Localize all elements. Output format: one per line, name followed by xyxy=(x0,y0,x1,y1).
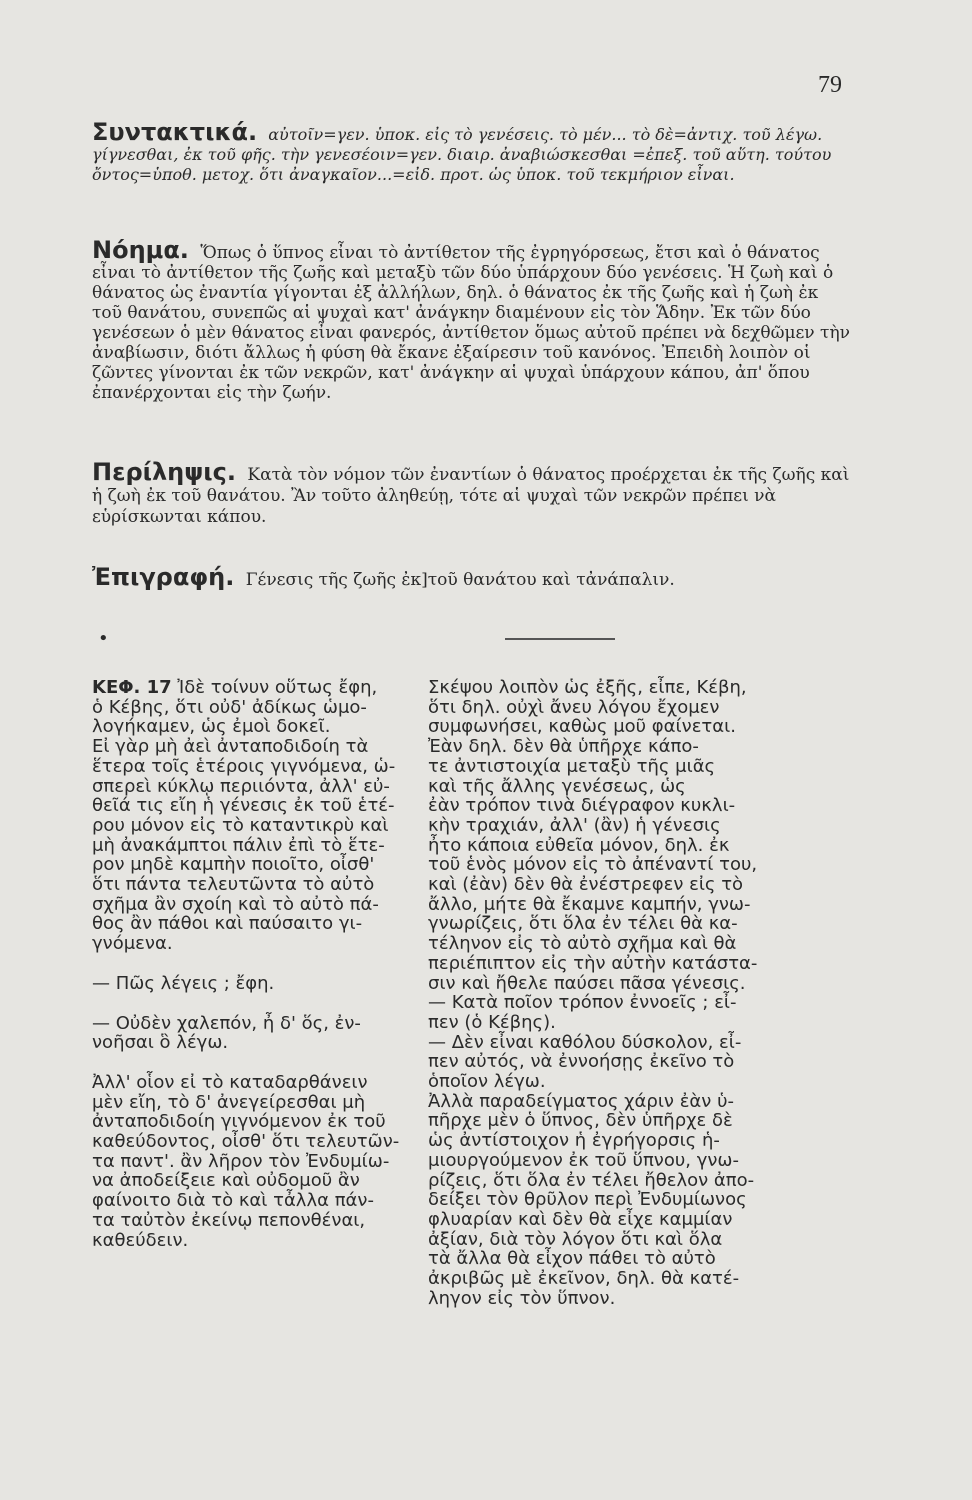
left-paragraph: — Οὐδὲν χαλεπόν, ἦ δ' ὅς, ἐν- νοῆσαι ὃ λέγω. xyxy=(92,1012,361,1054)
left-paragraph: — Πῶς λέγεις ; ἔφη. xyxy=(92,972,275,994)
summary-section xyxy=(92,458,852,528)
right-paragraph: Ἀλλὰ παραδείγματος χάριν ἐὰν ὑ- πῆρχε μὲν ὁ ὕπνος, δὲν ὑπῆρχε δὲ ὡς ἀντίστοιχον ἡ ἐγρήγορσις ἡ- μιουργούμενον ἐκ τοῦ ὕπνου, γνω- ρίζεις, ὅτι ὅλα ἐν τέλει ἤθελον ἀπο- δείξει τὸν θρῦλον περὶ Ἐνδυμίωνος φλυαρίαν καὶ δὲν θὰ εἶχε καμμίαν ἀξίαν, διὰ τὸν λόγον ὅτι καὶ ὅλα τὰ ἄλλα θὰ εἶχον πάθει τὸ αὐτὸ ἀκριβῶς μὲ ἐκεῖνον, δηλ. θὰ κατέ- ληγον εἰς τὸν ὕπνον. xyxy=(428,1090,755,1309)
syntax-heading: Συντακτικά. xyxy=(92,118,258,146)
title-section xyxy=(92,563,852,591)
chapter-label: ΚΕΦ. 17 xyxy=(92,677,172,698)
summary-text: Κατὰ τὸν νόμον τῶν ἐναντίων ὁ θάνατος προέρχεται ἐκ τῆς ζωῆς καὶ ἡ ζωὴ ἐκ τοῦ θανάτου. Ἂν τοῦτο ἀληθεύῃ, τότε αἱ ψυχαὶ τῶν νεκρῶν πρέπει νὰ εὑρίσκωνται κάπου. xyxy=(92,465,850,527)
meaning-heading: Νόημα. xyxy=(92,236,189,264)
meaning-section xyxy=(92,236,852,403)
meaning-text: Ὅπως ὁ ὕπνος εἶναι τὸ ἀντίθετον τῆς ἐγρηγόρσεως, ἔτσι καὶ ὁ θάνατος εἶναι τὸ ἀντίθετον τῆς ζωῆς καὶ μεταξὺ τῶν δύο ὑπάρχουν δύο γενέσεις. Ἡ ζωὴ καὶ ὁ θάνατος ὡς ἐναντία γίγονται ἐξ ἀλλήλων, δηλ. ὁ θάνατος ἐκ τῆς ζωῆς καὶ ἡ ζωὴ ἐκ τοῦ θανάτου, συνεπῶς αἱ ψυχαὶ κατ' ἀνάγκην διαμένουν εἰς τὸν Ἅδην. Ἐκ τῶν δύο γενέσεων ὁ μὲν θάνατος εἶναι φανερός, ἀντίθετον ὅμως αὐτοῦ πρέπει νὰ δεχθῶμεν τὴν ἀναβίωσιν, διότι ἄλλως ἡ φύση θὰ ἔκανε ἐξαίρεσιν τοῦ κανόνος. Ἐπειδὴ λοιπὸν οἱ ζῶντες γίνονται ἐκ τῶν νεκρῶν, κατ' ἀνάγκην αἱ ψυχαὶ ὑπάρχουν κάπου, ἀπ' ὅπου ἐπανέρχονται εἰς τὴν ζωήν. xyxy=(92,243,850,403)
section-divider xyxy=(505,638,615,640)
page-number: 79 xyxy=(818,72,842,98)
title-heading: Ἐπιγραφή. xyxy=(92,563,235,591)
summary-heading: Περίληψις. xyxy=(92,458,236,486)
right-paragraph: — Δὲν εἶναι καθόλου δύσκολον, εἶ- πεν αὐτός, νὰ ἐννοήσῃς ἐκεῖνο τὸ ὁποῖον λέγω. xyxy=(428,1031,742,1093)
right-paragraph: — Κατὰ ποῖον τρόπον ἐννοεῖς ; εἶ- πεν (ὁ Κέβης). xyxy=(428,992,737,1033)
title-text: Γένεσις τῆς ζωῆς ἐκ]τοῦ θανάτου καὶ τἀνάπαλιν. xyxy=(245,570,675,590)
syntax-notes xyxy=(92,118,852,185)
bullet-mark: • xyxy=(98,628,109,649)
left-paragraph-text: Ἰδὲ τοίνυν οὕτως ἔφη, ὁ Κέβης, ὅτι οὐδ' ἀδίκως ὡμο- λογήκαμεν, ὡς ἐμοὶ δοκεῖ. Εἰ γὰρ μὴ ἀεὶ ἀνταποδιδοίη τὰ ἕτερα τοῖς ἑτέροις γιγνόμενα, ὡ- σπερεὶ κύκλῳ περιιόντα, ἀλλ' εὐ- θεῖά τις εἴη ἡ γένεσις ἐκ τοῦ ἑτέ- ρου μόνον εἰς τὸ καταντικρὺ καὶ μὴ ἀνακάμπτοι πάλιν ἐπὶ τὸ ἕτε- ρον μηδὲ καμπὴν ποιοῖτο, οἶσθ' ὅτι πάντα τελευτῶντα τὸ αὐτὸ σχῆμα ἂν σχοίη καὶ τὸ αὐτὸ πά- θος ἂν πάθοι καὶ παύσαιτο γι- γνόμενα. xyxy=(92,677,396,955)
syntax-text: αὐτοῖν=γεν. ὑποκ. εἰς τὸ γενέσεις. τὸ μέν... τὸ δὲ=ἀντιχ. τοῦ λέγω. γίγνεσθαι, ἐκ τοῦ φῆς. τὴν γενεσέοιν=γεν. διαιρ. ἀναβιώσκεσθαι =ἐπεξ. τοῦ αὕτη. τούτου ὄντος=ὑποθ. μετοχ. ὅτι ἀναγκαῖον...=εἰδ. προτ. ὡς ὑποκ. τοῦ τεκμήριον εἶναι. xyxy=(92,125,832,184)
greek-original-column xyxy=(92,678,412,1250)
right-paragraph: Σκέψου λοιπὸν ὡς ἐξῆς, εἶπε, Κέβη, ὅτι δηλ. οὐχὶ ἄνευ λόγου ἔχομεν συμφωνήσει, καθὼς μοῦ φαίνεται. Ἐὰν δηλ. δὲν θὰ ὑπῆρχε κάπο- τε ἀντιστοιχία μεταξὺ τῆς μιᾶς καὶ τῆς ἄλλης γενέσεως, ὡς ἐὰν τρόπον τινὰ διέγραφον κυκλι- κὴν τραχιάν, ἀλλ' (ἂν) ἡ γένεσις ἦτο κάποια εὐθεῖα μόνον, δηλ. ἐκ τοῦ ἑνὸς μόνον εἰς τὸ ἀπέναντί του, καὶ (ἐὰν) δὲν θὰ ἐνέστρεφεν εἰς τὸ ἄλλο, μήτε θὰ ἔκαμνε καμπήν, γνω- γνωρίζεις, ὅτι ὅλα ἐν τέλει θὰ κα- τέληνον εἰς τὸ αὐτὸ σχῆμα καὶ θὰ περιέπιπτον εἰς τὴν αὐτὴν κατάστα- σιν καὶ ἤθελε παύσει πᾶσα γένεσις. xyxy=(428,677,758,994)
left-paragraph: Ἀλλ' οἷον εἰ τὸ καταδαρθάνειν μὲν εἴη, τὸ δ' ἀνεγείρεσθαι μὴ ἀνταποδιδοίη γιγνόμενον ἐκ τοῦ καθεύδοντος, οἶσθ' ὅτι τελευτῶν- τα παντ'. ἂν λῆρον τὸν Ἐνδυμίω- να ἀποδείξειε καὶ οὐδομοῦ ἂν φαίνοιτο διὰ τὸ καὶ τἆλλα πάν- τα ταὐτὸν ἐκείνῳ πεπονθέναι, καθεύδειν. xyxy=(92,1071,400,1251)
translation-column xyxy=(428,678,848,1309)
left-paragraph xyxy=(92,678,412,954)
